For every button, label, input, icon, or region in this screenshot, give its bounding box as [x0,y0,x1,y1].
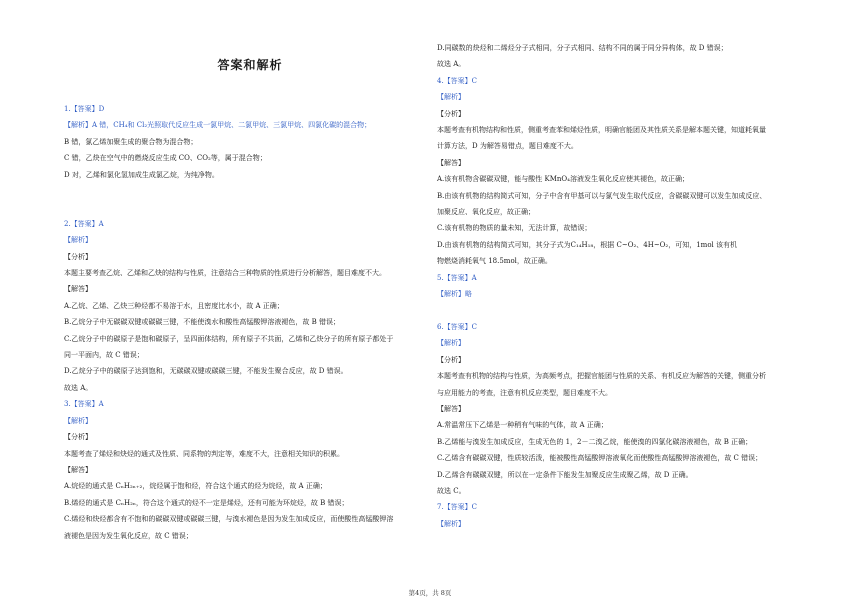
page-footer: 第4页，共 8页 [408,589,452,597]
text-line: 本题考查有机物结构和性质，侧重考查苯和烯烃性质，明确官能团及其性质关系是解本题关键，知道耗氧量 [437,126,766,135]
right-text-block [437,40,809,532]
text-line: 本题考查有机物的结构与性质，为高频考点，把握官能团与性质的关系、有机反应为解答的关键，侧重分析 [437,372,766,381]
text-line: 本题考查了烯烃和炔烃的通式及性质、同系物的判定等，难度不大，注意相关知识的积累。 [64,449,344,458]
text-line: C.该有机物的物质的量未知，无法计算，故错误； [437,224,592,233]
text-line: A.乙烷、乙烯、乙炔三种烃都不易溶于水，且密度比水小，故 A 正确； [64,301,284,310]
text-line: 【解答】 [437,404,465,413]
text-line: 与应用能力的考查，注意有机反应类型，题目难度不大。 [437,388,612,397]
text-line: 同一平面内，故 C 错误； [64,351,144,360]
text-line: B 错，氯乙烯加聚生成的聚合物为混合物； [64,137,198,146]
text-line: D.同碳数的炔烃和二烯烃分子式相同，分子式相同、结构不同的属于同分异构体，故 D 错误； [437,44,728,52]
left-column [64,40,436,544]
text-line: 物燃烧消耗氧气 18.5mol，故正确。 [437,257,552,266]
text-line: 故选 A。 [437,60,466,69]
blank-line [437,303,809,319]
answer-line: 5.【答案】A [437,273,477,282]
blank-line [64,183,436,199]
text-line: 故选 A。 [64,383,93,392]
text-line: A.常温常压下乙烯是一种稍有气味的气体，故 A 正确； [437,421,608,430]
answer-line: 4.【答案】C [437,76,478,85]
text-line: D 对，乙烯和氯化氢加成生成氯乙烷，为纯净物。 [64,170,219,179]
text-line: C 错，乙炔在空气中的燃烧反应生成 CO、CO₂等，属于混合物； [64,154,267,163]
right-column [437,40,809,532]
text-line: 【分析】 [64,433,92,442]
analysis-tag-line: 【解析】 [437,93,465,102]
text-line: 【分析】 [437,109,465,118]
text-line: 【解答】 [437,158,465,167]
text-line: C.烯烃和炔烃都含有不饱和的碳碳双键或碳碳三键，与溴水褪色是因为发生加成反应，而使酸性高锰酸钾溶 [64,515,394,524]
text-line: 【分析】 [437,355,465,364]
answer-line: 3.【答案】A [64,400,104,409]
answer-line: 7.【答案】C [437,503,478,512]
answer-line: 2.【答案】A [64,219,104,228]
analysis-tag-line: 【解析】A 错，CH₄和 Cl₂光照取代反应生成一氯甲烷、二氯甲烷、三氯甲烷、四氯化碳的混合物； [64,121,372,130]
text-line: D.乙烯含有碳碳双键，所以在一定条件下能发生加聚反应生成聚乙烯，故 D 正确。 [437,470,693,479]
analysis-tag-line: 【解析】 [437,519,465,528]
text-line: D.由该有机物的结构简式可知，其分子式为C₁₄H₁₈，根据 C~O₂、4H~O₂，可知，1mol 该有机 [437,240,738,249]
text-line: C.乙烯含有碳碳双键，性质较活泼，能被酸性高锰酸钾溶液氧化而使酸性高锰酸钾溶液褪色，故 C 错误； [437,454,763,463]
analysis-tag-line: 【解析】 [437,339,465,348]
answer-line: 1.【答案】D [64,105,105,113]
answer-line: 6.【答案】C [437,322,478,331]
analysis-tag-line: 【解析】 [64,416,92,425]
text-line: B.乙烷分子中无碳碳双键或碳碳三键，不能使溴水和酸性高锰酸钾溶液褪色，故 B 错误； [64,318,340,327]
text-line: 【分析】 [64,252,92,261]
text-line: B.由该有机物的结构简式可知，分子中含有甲基可以与氯气发生取代反应，含碳碳双键可以发生加成反应、 [437,191,767,200]
text-line: 液褪色是因为发生氧化反应，故 C 错误； [64,531,193,540]
analysis-tag-line: 【解析】 [64,236,92,245]
analysis-tag-line: 【解析】略 [437,290,472,299]
text-line: 【解答】 [64,465,92,474]
text-line: B.乙烯能与溴发生加成反应，生成无色的 1，2－二溴乙烷，能使溴的四氯化碳溶液褪色，故 B 正确； [437,437,753,446]
page-title: 答案和解析 [217,58,283,72]
text-line: 本题主要考查乙烷、乙烯和乙炔的结构与性质，注意结合三种物质的性质进行分析解答，题目难度不大。 [64,269,386,278]
text-line: 加聚反应、氧化反应，故正确； [437,208,535,217]
blank-line [64,199,436,215]
text-line: A.烷烃的通式是 CₙH₂ₙ₊₂，烷烃属于饱和烃，符合这个通式的烃为烷烃，故 A 正确； [64,482,327,491]
text-line: 计算方法，D 为解答易错点，题目难度不大。 [437,142,578,151]
left-text-block [64,101,436,544]
text-line: B.烯烃的通式是 CₙH₂ₙ，符合这个通式的烃不一定是烯烃，还有可能为环烷烃，故 B 错误； [64,498,349,507]
text-line: C.乙烷分子中的碳原子是饱和碳原子，呈四面体结构，所有原子不共面，乙烯和乙炔分子的所有原子都处于 [64,334,394,343]
text-line: 【解答】 [64,285,92,294]
text-line: 故选 C。 [437,486,466,495]
text-line: D.乙烷分子中的碳原子达到饱和，无碳碳双键或碳碳三键，不能发生聚合反应，故 D 错误。 [64,367,348,376]
text-line: A.该有机物含碳碳双键，能与酸性 KMnO₄溶液发生氧化反应使其褪色，故正确； [437,175,689,184]
